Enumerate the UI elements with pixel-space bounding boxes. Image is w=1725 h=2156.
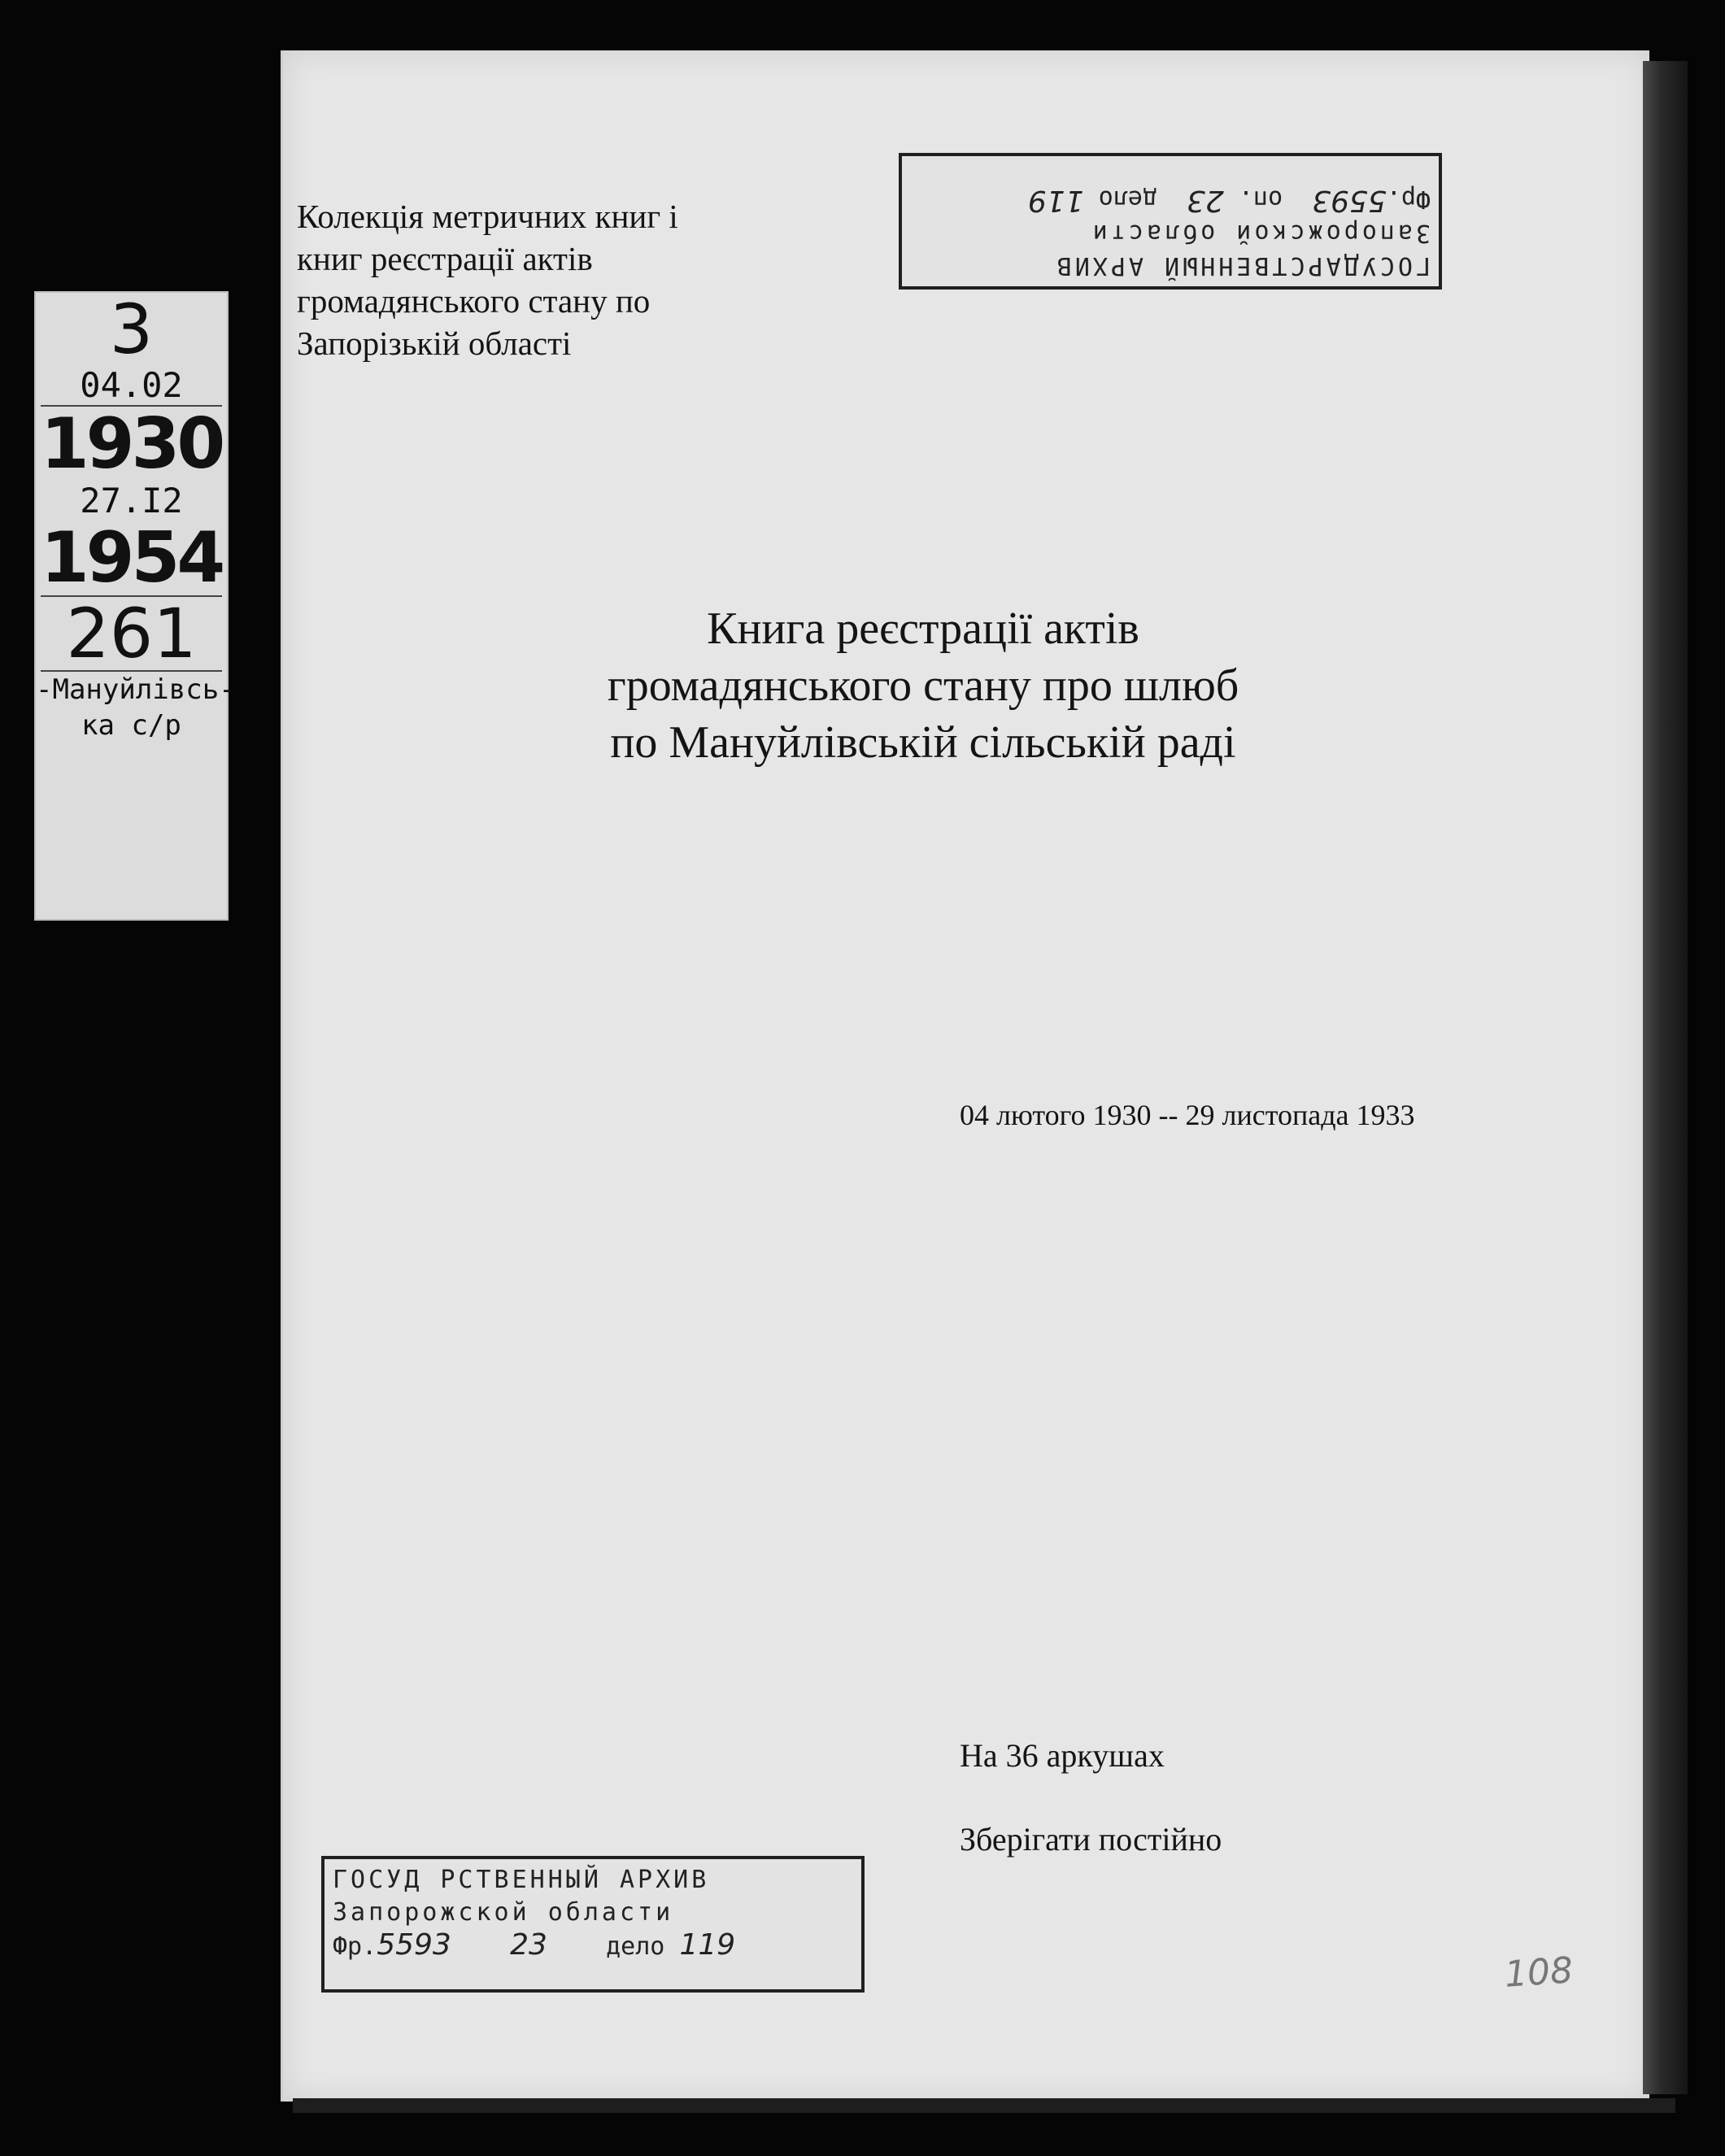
title-line: Книга реєстрації актів: [707, 603, 1139, 654]
stamp-case-label: дело: [606, 1932, 665, 1961]
stamp-case-value: 119: [1027, 184, 1084, 217]
spine-place-line1: -Мануйлівсь-: [36, 673, 236, 706]
stamp-fund-value: 5593: [377, 1928, 451, 1962]
collection-line: Запорізькій області: [297, 324, 572, 362]
stamp-case-label: дело: [1098, 185, 1157, 213]
archive-stamp-bottom: [321, 1856, 865, 1993]
stamp-inventory-label: оп.: [1238, 185, 1283, 213]
spine-number: 3: [109, 290, 154, 369]
stamp-inventory-value: 23: [1187, 184, 1224, 217]
spine-label: [34, 290, 236, 921]
spine-case-number: 261: [66, 594, 197, 673]
stamp-fund-label: Фр.: [1386, 185, 1431, 213]
page-edge-bottom: [293, 2098, 1675, 2113]
spine-end-date: 27.I2: [80, 481, 183, 520]
title-line: громадянського стану про шлюб: [607, 660, 1239, 711]
stamp-region: Запорожской области: [1089, 219, 1431, 247]
sheet-count: На 36 аркушах: [960, 1737, 1165, 1774]
collection-line: громадянського стану по: [297, 282, 651, 320]
spine-end-year: 1954: [40, 517, 223, 599]
collection-line: Колекція метричних книг і: [297, 198, 678, 235]
stamp-archive-name: ГОСУД РСТВЕННЫЙ АРХИВ: [333, 1866, 710, 1894]
stamp-fund-label: Фр.: [333, 1932, 377, 1961]
document-title: [423, 600, 1423, 771]
stamp-archive-name: ГОСУДАРСТВЕННЫЙ АРХИВ: [1053, 251, 1431, 280]
stamp-fund-value: 5593: [1312, 184, 1387, 217]
archive-stamp-top: [899, 153, 1442, 290]
folio-number: 108: [1503, 1949, 1575, 1996]
spine-place-line2: ка с/р: [81, 709, 181, 742]
stamp-inventory-value: 23: [510, 1928, 547, 1962]
stamp-region: Запорожской области: [333, 1898, 674, 1927]
title-line: по Мануйлівській сільській раді: [610, 717, 1236, 768]
retention-note: Зберігати постійно: [960, 1821, 1222, 1858]
stamp-case-value: 119: [679, 1928, 736, 1962]
spine-start-date: 04.02: [80, 365, 183, 405]
page-edge: [1643, 61, 1688, 2094]
collection-title: [297, 195, 882, 364]
spine-start-year: 1930: [40, 403, 223, 485]
stamp-fund-row: [910, 182, 1431, 216]
date-range: 04 лютого 1930 -- 29 листопада 1933: [960, 1099, 1415, 1131]
stamp-fund-row: [333, 1929, 853, 1963]
collection-line: книг реєстрації актів: [297, 240, 593, 277]
